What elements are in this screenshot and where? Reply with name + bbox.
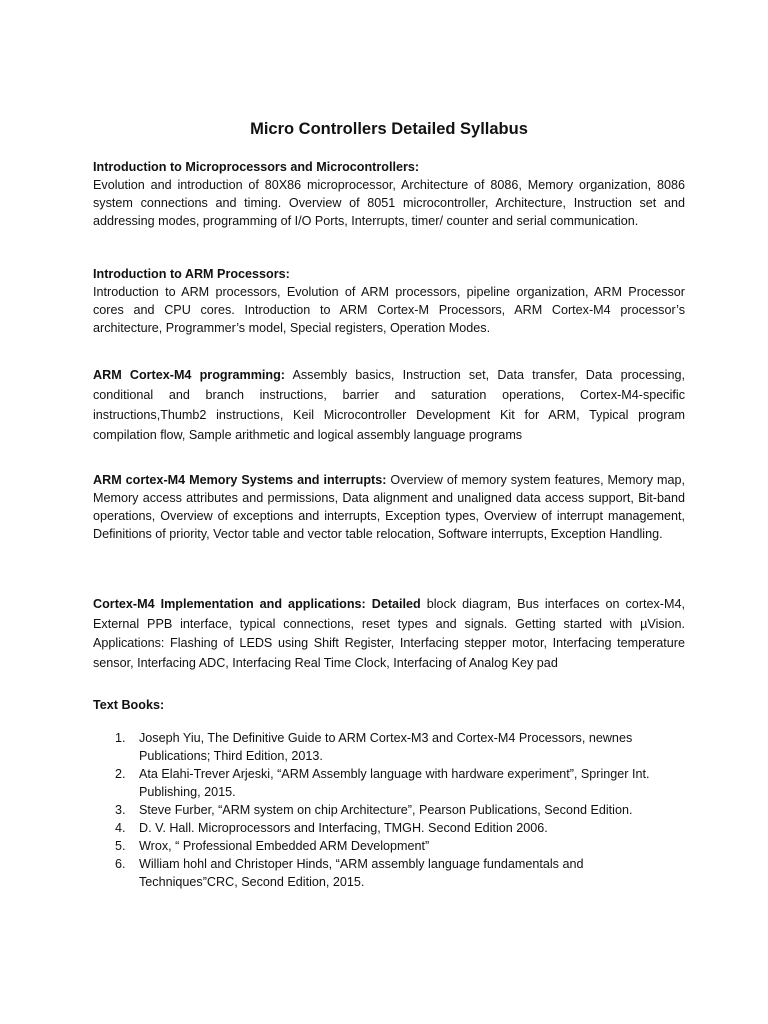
section-heading: ARM Cortex-M4 programming: bbox=[93, 368, 285, 382]
list-item bbox=[93, 819, 653, 837]
textbooks-list bbox=[93, 729, 653, 891]
section-cortex-m4-programming bbox=[93, 365, 685, 445]
list-item-text: William hohl and Christoper Hinds, “ARM assembly language fundamentals and Techniques”CRC, Second Edition, 2015. bbox=[139, 857, 584, 889]
section-intro-arm bbox=[93, 265, 685, 337]
section-body: Introduction to ARM processors, Evolution of ARM processors, pipeline organization, ARM Processor cores and CPU cores. Introduction to ARM Cortex-M Processors, ARM Cortex-M4 processor’s architecture, Programmer’s model, Special registers, Operation Modes. bbox=[93, 285, 685, 335]
list-item-number: 1. bbox=[115, 731, 126, 745]
list-item-number: 5. bbox=[115, 839, 126, 853]
section-implementation-applications bbox=[93, 595, 685, 673]
list-item-number: 2. bbox=[115, 767, 126, 781]
list-item-number: 6. bbox=[115, 857, 126, 871]
list-item-text: D. V. Hall. Microprocessors and Interfacing, TMGH. Second Edition 2006. bbox=[139, 821, 548, 835]
list-item bbox=[93, 855, 653, 891]
section-body: block diagram, Bus interfaces on cortex-M4, External PPB interface, typical connections, reset types and signals. Getting started with µVision. Applications: Flashing of LEDS using Shift Register, Interfacing stepper motor, Interfacing temperature sensor, Interfacing ADC, Interfacing Real Time Clock, Interfacing of Analog Key pad bbox=[93, 597, 685, 670]
list-item-number: 3. bbox=[115, 803, 126, 817]
section-heading: Cortex-M4 Implementation and applications: Detailed bbox=[93, 597, 421, 611]
section-heading: Introduction to Microprocessors and Microcontrollers: bbox=[93, 160, 420, 174]
section-heading: ARM cortex-M4 Memory Systems and interrupts: bbox=[93, 473, 387, 487]
list-item-text: Wrox, “ Professional Embedded ARM Development” bbox=[139, 839, 430, 853]
list-item bbox=[93, 765, 653, 801]
section-body: Evolution and introduction of 80X86 microprocessor, Architecture of 8086, Memory organization, 8086 system connections and timing. Overview of 8051 microcontroller, Architecture, Instruction set and addressing modes, programming of I/O Ports, Interrupts, timer/ counter and serial communication. bbox=[93, 178, 685, 228]
list-item bbox=[93, 801, 653, 819]
list-item-text: Steve Furber, “ARM system on chip Architecture”, Pearson Publications, Second Edition. bbox=[139, 803, 633, 817]
list-item-text: Ata Elahi-Trever Arjeski, “ARM Assembly language with hardware experiment”, Springer Int. Publishing, 2015. bbox=[139, 767, 650, 799]
section-body: Overview of memory system features, Memory map, Memory access attributes and permissions, Data alignment and unaligned data access support, Bit-band operations, Overview of exceptions and interrupts, Exception types, Overview of interrupt management, Definitions of priority, Vector table and vector table relocation, Software interrupts, Exception Handling. bbox=[93, 473, 685, 541]
section-intro-microprocessors bbox=[93, 158, 685, 230]
page-title: Micro Controllers Detailed Syllabus bbox=[250, 120, 528, 138]
section-heading: Introduction to ARM Processors: bbox=[93, 267, 290, 281]
list-item bbox=[93, 837, 653, 855]
list-item-number: 4. bbox=[115, 821, 126, 835]
textbooks-heading: Text Books: bbox=[93, 698, 165, 712]
list-item bbox=[93, 729, 653, 765]
section-memory-interrupts bbox=[93, 471, 685, 543]
section-body: Assembly basics, Instruction set, Data transfer, Data processing, conditional and branch instructions, barrier and saturation operations, Cortex-M4-specific instructions,Thumb2 instructions, Keil Microcontroller Development Kit for ARM, Typical program compilation flow, Sample arithmetic and logical assembly language programs bbox=[93, 368, 685, 442]
list-item-text: Joseph Yiu, The Definitive Guide to ARM Cortex-M3 and Cortex-M4 Processors, newnes Publications; Third Edition, 2013. bbox=[139, 731, 633, 763]
